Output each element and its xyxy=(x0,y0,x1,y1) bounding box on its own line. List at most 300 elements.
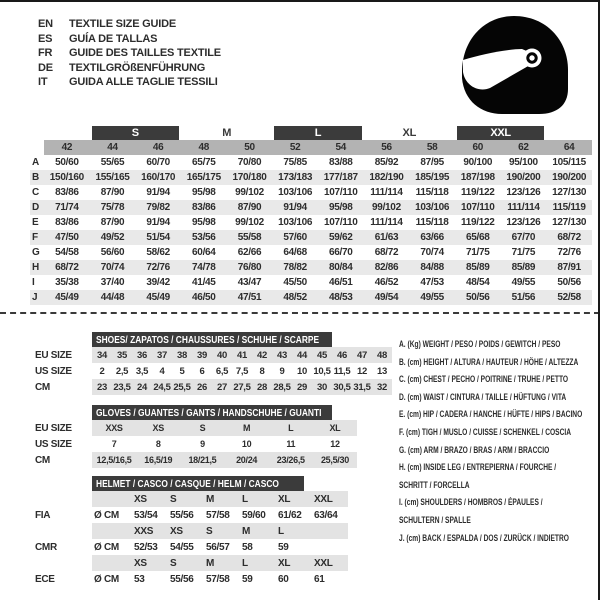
helmet-value-cell: 55/56 xyxy=(170,573,194,585)
language-label: TEXTILGRÖßENFÜHRUNG xyxy=(69,61,206,74)
language-label: GUIDA ALLE TAGLIE TESSILI xyxy=(69,76,218,89)
measure-cell: 44/48 xyxy=(90,290,136,305)
gloves-cell: 7 xyxy=(111,439,117,449)
legend-line: G. (cm) ARM / BRAZO / BRAS / ARM / BRACCIO xyxy=(399,444,550,456)
gloves-cell: 18/21,5 xyxy=(188,455,217,465)
shoes-row xyxy=(35,347,397,363)
measure-cell: 85/89 xyxy=(501,260,547,275)
measure-cell: 75/85 xyxy=(283,157,307,168)
language-code: DE xyxy=(38,61,53,74)
shoes-cell: 36 xyxy=(137,349,147,361)
measure-cell: 65/68 xyxy=(455,230,501,245)
size-group-boxed: L xyxy=(272,125,363,140)
measure-cell: 46/52 xyxy=(374,277,399,288)
size-header-cell: 46 xyxy=(135,140,181,155)
measure-cell: 111/114 xyxy=(370,187,403,198)
shoes-cell: 10,5 xyxy=(313,365,331,377)
measure-cell: 115/119 xyxy=(546,200,592,215)
shoes-cell: 45 xyxy=(317,349,327,361)
measure-cell: 107/110 xyxy=(324,217,358,228)
language-code: FR xyxy=(38,47,53,60)
language-row xyxy=(38,75,221,90)
shoes-cell: 13 xyxy=(377,365,387,377)
size-header-cell: 60 xyxy=(455,140,501,155)
shoes-cell: 32 xyxy=(377,381,387,393)
diameter-unit-label: Ø CM xyxy=(94,509,119,521)
measure-cell: 67/70 xyxy=(501,230,547,245)
measure-cell: 60/64 xyxy=(192,247,216,258)
size-header-cell: 44 xyxy=(90,140,136,155)
legend-line: B. (cm) HEIGHT / ALTURA / HAUTEUR / HÖHE / ALTEZZA xyxy=(399,356,579,368)
measure-cell: 187/198 xyxy=(455,170,501,185)
helmet-value-cell: 55/56 xyxy=(170,509,194,521)
measure-cell: 59/62 xyxy=(318,230,364,245)
measure-cell: 47/50 xyxy=(44,230,90,245)
size-header-cell: 52 xyxy=(272,140,318,155)
helmet-value-cell: 53 xyxy=(134,573,145,585)
gloves-cell: M xyxy=(243,423,251,433)
shoes-cell: 48 xyxy=(377,349,387,361)
measure-cell: 54/58 xyxy=(55,247,79,258)
measure-cell: 103/106 xyxy=(278,187,313,198)
measure-row xyxy=(30,155,592,170)
shoes-cell: 40 xyxy=(217,349,227,361)
measure-cell: 91/94 xyxy=(146,187,170,198)
helmet-size-cell: L xyxy=(278,525,284,537)
measure-cell: 47/53 xyxy=(420,277,444,288)
shoes-cell: 2,5 xyxy=(115,365,129,377)
gloves-cell: XS xyxy=(152,423,164,433)
measure-cell: 62/66 xyxy=(237,247,262,258)
measure-cell: 80/84 xyxy=(318,260,364,275)
diameter-unit-label: Ø CM xyxy=(94,541,119,553)
shoes-cell: 23 xyxy=(97,381,107,393)
shoes-cell: 44 xyxy=(297,349,307,361)
gloves-cell: 23/26,5 xyxy=(276,455,305,465)
shoes-cell: 8 xyxy=(259,365,265,377)
measure-cell: 48/52 xyxy=(272,290,318,305)
measure-cell: 115/118 xyxy=(415,217,449,228)
shoes-cell: 5 xyxy=(179,365,185,377)
measure-cell: 99/102 xyxy=(235,187,264,198)
measure-cell: 51/54 xyxy=(135,230,181,245)
measure-cell: 87/91 xyxy=(546,260,592,275)
measure-cell: 47/51 xyxy=(227,290,273,305)
shoes-cell: 46 xyxy=(337,349,347,361)
shoes-cell: 11,5 xyxy=(333,365,351,377)
shoes-cell: 47 xyxy=(357,349,367,361)
gloves-table xyxy=(35,405,397,468)
measure-cell: 68/72 xyxy=(44,260,90,275)
measure-cell: 64/68 xyxy=(283,247,307,258)
row-label: EU SIZE xyxy=(35,349,72,361)
measure-cell: 95/98 xyxy=(318,200,364,215)
gloves-row xyxy=(35,452,397,468)
shoes-cell: 30,5 xyxy=(333,381,351,393)
shoes-cell: 25,5 xyxy=(173,381,191,393)
measure-cell: 95/98 xyxy=(192,217,216,228)
legend-line: D. (cm) WAIST / CINTURA / TAILLE / HÜFTUNG / VITA xyxy=(399,391,567,403)
measure-cell: 72/76 xyxy=(557,247,581,258)
size-group xyxy=(30,125,90,140)
certification-label: FIA xyxy=(35,509,51,521)
shoes-title: SHOES/ ZAPATOS / CHAUSSURES / SCHUHE / SCARPE xyxy=(96,333,320,346)
gloves-title-bar xyxy=(92,405,332,420)
helmet-table xyxy=(35,476,397,587)
legend-line: E. (cm) HIP / CADERA / HANCHE / HÜFTE / HIPS / BACINO xyxy=(399,409,583,421)
measure-row-label: D xyxy=(30,200,44,215)
size-group: XL xyxy=(402,126,417,139)
measure-row xyxy=(30,215,592,230)
measure-cell: 50/60 xyxy=(55,157,79,168)
measure-cell: 45/49 xyxy=(135,290,181,305)
helmet-value-row xyxy=(35,539,397,555)
measure-row xyxy=(30,170,592,185)
shoes-cell: 26 xyxy=(197,381,207,393)
shoes-cell: 37 xyxy=(157,349,167,361)
size-header-cell: 56 xyxy=(364,140,410,155)
gloves-cell: 20/24 xyxy=(236,455,258,465)
measure-row-label: E xyxy=(32,217,39,228)
shoes-cell: 23,5 xyxy=(113,381,131,393)
language-code: EN xyxy=(38,18,53,31)
helmet-size-cell: XXL xyxy=(314,557,333,569)
helmet-size-row xyxy=(35,555,397,571)
measure-row-label: H xyxy=(30,260,44,275)
measure-row-label: B xyxy=(30,170,44,185)
row-label: CM xyxy=(35,454,50,466)
row-label: US SIZE xyxy=(35,365,72,377)
size-group xyxy=(546,125,592,140)
measure-cell: 71/75 xyxy=(511,247,536,258)
language-code: ES xyxy=(38,32,53,45)
size-header-cell: 50 xyxy=(227,140,273,155)
helmet-size-cell: L xyxy=(242,493,248,505)
gloves-row xyxy=(35,436,397,452)
measure-cell: 56/60 xyxy=(100,247,125,258)
measure-cell: 71/75 xyxy=(466,247,490,258)
helmet-value-cell: 52/53 xyxy=(134,541,158,553)
measure-cell: 165/175 xyxy=(181,170,227,185)
measure-row xyxy=(30,245,592,260)
helmet-value-row xyxy=(35,507,397,523)
language-list xyxy=(38,17,221,90)
measure-cell: 72/76 xyxy=(135,260,181,275)
size-header-row xyxy=(30,140,592,155)
measurement-legend xyxy=(399,334,592,545)
helmet-size-cell: S xyxy=(170,493,177,505)
helmet-size-cell: S xyxy=(170,557,177,569)
helmet-value-cell: 57/58 xyxy=(206,573,230,585)
measure-cell: 51/56 xyxy=(501,290,547,305)
size-header-cell: 54 xyxy=(318,140,364,155)
shoes-cell: 41 xyxy=(237,349,247,361)
measure-cell: 58/62 xyxy=(146,247,170,258)
size-header-cell: 58 xyxy=(409,140,455,155)
measure-cell: 99/102 xyxy=(364,200,410,215)
measure-row xyxy=(30,200,592,215)
measure-cell: 61/63 xyxy=(364,230,410,245)
gloves-cell: S xyxy=(199,423,206,433)
helmet-value-row xyxy=(35,571,397,587)
measure-cell: 49/55 xyxy=(409,290,455,305)
measure-cell: 65/75 xyxy=(192,157,216,168)
row-label: EU SIZE xyxy=(35,422,72,434)
shoes-cell: 3,5 xyxy=(135,365,149,377)
measure-cell: 119/122 xyxy=(461,217,495,228)
language-row xyxy=(38,32,221,47)
helmet-value-cell: 63/64 xyxy=(314,509,338,521)
measure-row xyxy=(30,185,592,200)
helmet-size-cell xyxy=(312,523,348,539)
measure-cell: 83/86 xyxy=(181,200,227,215)
shoes-cell: 43 xyxy=(277,349,287,361)
size-header-cell: 42 xyxy=(44,140,90,155)
shoes-row xyxy=(35,363,397,379)
measure-cell: 127/130 xyxy=(552,217,587,228)
shoes-cell: 29 xyxy=(297,381,307,393)
helmet-size-cell: XS xyxy=(134,493,147,505)
measure-cell: 95/98 xyxy=(192,187,216,198)
language-row xyxy=(38,61,221,76)
gloves-cell: 12,5/16,5 xyxy=(96,455,132,465)
measure-cell: 84/88 xyxy=(409,260,455,275)
helmet-value-cell: 61 xyxy=(314,573,325,585)
measure-cell: 115/118 xyxy=(415,187,449,198)
shoes-table xyxy=(35,332,397,395)
measure-cell: 55/65 xyxy=(100,157,125,168)
measure-cell: 39/42 xyxy=(146,277,170,288)
measure-cell: 83/88 xyxy=(329,157,353,168)
measure-cell: 87/95 xyxy=(420,157,444,168)
measure-cell: 105/115 xyxy=(552,157,586,168)
gloves-title: GLOVES / GUANTES / GANTS / HANDSCHUHE / GUANTI xyxy=(96,406,322,419)
measure-cell: 87/90 xyxy=(100,217,125,228)
gloves-cell: 16,5/19 xyxy=(144,455,173,465)
measure-cell: 50/56 xyxy=(557,277,581,288)
shoes-cell: 34 xyxy=(97,349,107,361)
measure-cell: 60/70 xyxy=(146,157,170,168)
size-header-cell: 64 xyxy=(546,140,592,155)
measure-cell: 63/66 xyxy=(409,230,455,245)
measure-cell: 85/92 xyxy=(374,157,399,168)
measure-cell: 70/80 xyxy=(237,157,262,168)
size-group-boxed: S xyxy=(90,125,181,140)
shoes-cell: 30 xyxy=(317,381,327,393)
main-size-table xyxy=(30,125,592,305)
measure-cell: 107/110 xyxy=(324,187,358,198)
measure-cell: 76/80 xyxy=(227,260,273,275)
measure-row xyxy=(30,260,592,275)
measure-cell: 190/200 xyxy=(546,170,592,185)
shoes-cell: 28,5 xyxy=(273,381,291,393)
helmet-size-cell: L xyxy=(242,557,248,569)
measure-cell: 95/100 xyxy=(509,157,538,168)
legend-line: J. (cm) BACK / ESPALDA / DOS / ZURÜCK / INDIETRO xyxy=(399,532,569,544)
language-label: TEXTILE SIZE GUIDE xyxy=(69,18,177,31)
measure-cell: 49/52 xyxy=(90,230,136,245)
measure-cell: 41/45 xyxy=(192,277,216,288)
helmet-size-cell: XL xyxy=(278,557,291,569)
helmet-value-cell: 58 xyxy=(242,541,253,553)
measure-row xyxy=(30,290,592,305)
measure-cell: 85/89 xyxy=(455,260,501,275)
certification-label: CMR xyxy=(35,541,57,553)
helmet-value-cell: 59 xyxy=(242,573,253,585)
measure-cell: 83/86 xyxy=(55,217,79,228)
dashed-divider xyxy=(0,312,600,314)
size-group: M xyxy=(222,126,232,139)
measure-row-label: A xyxy=(32,157,39,168)
shoes-cell: 7,5 xyxy=(235,365,249,377)
helmet-size-row xyxy=(35,491,397,507)
helmet-title-bar xyxy=(92,476,304,491)
gloves-cell: 11 xyxy=(286,439,296,449)
measure-cell: 78/82 xyxy=(272,260,318,275)
legend-line: SCHULTERN / SPALLE xyxy=(399,514,471,526)
measure-cell: 127/130 xyxy=(552,187,587,198)
measure-cell: 55/58 xyxy=(227,230,273,245)
helmet-size-cell: XL xyxy=(278,493,291,505)
measure-cell: 103/106 xyxy=(278,217,313,228)
gloves-cell: 10 xyxy=(241,439,252,449)
measure-cell: 43/47 xyxy=(237,277,262,288)
language-label: GUIDE DES TAILLES TEXTILE xyxy=(69,47,221,60)
shoes-cell: 24,5 xyxy=(153,381,171,393)
size-group-row xyxy=(30,125,592,140)
helmet-value-cell: 59 xyxy=(278,541,289,553)
measure-cell: 173/183 xyxy=(272,170,318,185)
measure-cell: 82/86 xyxy=(364,260,410,275)
shoes-cell: 6 xyxy=(199,365,205,377)
shoes-cell: 4 xyxy=(159,365,165,377)
language-label: GUÍA DE TALLAS xyxy=(69,32,158,45)
measure-row xyxy=(30,230,592,245)
shoes-cell: 24 xyxy=(137,381,147,393)
helmet-size-cell: XS xyxy=(134,557,147,569)
size-header-cell: 62 xyxy=(501,140,547,155)
measure-cell: 185/195 xyxy=(409,170,455,185)
helmet-value-cell xyxy=(312,539,348,555)
legend-line: A. (Kg) WEIGHT / PESO / POIDS / GEWITCH / PESO xyxy=(399,339,561,350)
measure-cell: 90/100 xyxy=(463,157,493,168)
helmet-value-cell: 56/57 xyxy=(206,541,230,553)
measure-cell: 79/82 xyxy=(135,200,181,215)
gloves-cell: 8 xyxy=(155,439,161,449)
measure-cell: 46/50 xyxy=(181,290,227,305)
measure-cell: 66/70 xyxy=(329,247,353,258)
helmet-size-cell: M xyxy=(206,493,215,505)
measure-cell: 160/170 xyxy=(135,170,181,185)
size-header-cell: 48 xyxy=(181,140,227,155)
gloves-cell: XXS xyxy=(105,423,123,433)
legend-line: I. (cm) SHOULDERS / HOMBROS / ÉPAULES / xyxy=(399,497,543,509)
legend-line: SCHRITT / FORCELLA xyxy=(399,479,470,491)
measure-cell: 182/190 xyxy=(364,170,410,185)
measure-row-label: G xyxy=(32,247,40,258)
gloves-cell: XL xyxy=(329,423,341,433)
shoes-cell: 27 xyxy=(217,381,227,393)
helmet-value-cell: 60 xyxy=(278,573,289,585)
measure-cell: 87/90 xyxy=(227,200,273,215)
measure-cell: 190/200 xyxy=(501,170,547,185)
language-row xyxy=(38,46,221,61)
measure-row-label: I xyxy=(32,277,35,288)
measure-cell: 68/72 xyxy=(374,247,399,258)
measure-cell: 99/102 xyxy=(235,217,264,228)
helmet-value-cell: 53/54 xyxy=(134,509,158,521)
measure-cell: 119/122 xyxy=(461,187,495,198)
size-group-boxed: XXL xyxy=(455,125,546,140)
measure-cell: 111/114 xyxy=(370,217,403,228)
measure-row-label: J xyxy=(30,290,44,305)
helmet-size-cell: XXL xyxy=(314,493,333,505)
row-label: US SIZE xyxy=(35,438,72,450)
helmet-icon xyxy=(452,14,578,117)
helmet-title: HELMET / CASCO / CASQUE / HELM / CASCO xyxy=(96,477,279,490)
measure-cell: 49/54 xyxy=(364,290,410,305)
measure-cell: 70/74 xyxy=(90,260,136,275)
measure-cell: 46/51 xyxy=(329,277,353,288)
legend-line: H. (cm) INSIDE LEG / ENTREPIERNA / FOURCHE / xyxy=(399,462,557,474)
gloves-row xyxy=(35,420,397,436)
measure-cell: 45/49 xyxy=(44,290,90,305)
helmet-value-cell: 59/60 xyxy=(242,509,266,521)
shoes-cell: 12 xyxy=(357,365,367,377)
helmet-size-row xyxy=(35,523,397,539)
helmet-size-cell: XXS xyxy=(134,525,154,537)
shoes-cell: 6,5 xyxy=(215,365,229,377)
measure-cell: 74/78 xyxy=(181,260,227,275)
measure-cell: 68/72 xyxy=(546,230,592,245)
measure-row xyxy=(30,275,592,290)
helmet-value-cell: 54/55 xyxy=(170,541,194,553)
language-code: IT xyxy=(38,76,48,89)
measure-cell: 150/160 xyxy=(44,170,90,185)
measure-cell: 87/90 xyxy=(100,187,125,198)
shoes-cell: 35 xyxy=(117,349,127,361)
measure-row-label: C xyxy=(32,187,39,198)
measure-cell: 37/40 xyxy=(100,277,125,288)
helmet-size-cell: M xyxy=(242,525,251,537)
legend-line: C. (cm) CHEST / PECHO / POITRINE / TRUHE / PETTO xyxy=(399,374,569,386)
measure-cell: 71/74 xyxy=(44,200,90,215)
helmet-size-cell: M xyxy=(206,557,215,569)
measure-cell: 52/58 xyxy=(546,290,592,305)
certification-label: ECE xyxy=(35,573,55,585)
measure-cell: 155/165 xyxy=(90,170,136,185)
legend-line: F. (cm) TIGH / MUSLO / CUISSE / SCHENKEL / COSCIA xyxy=(399,426,572,438)
measure-cell: 49/55 xyxy=(511,277,536,288)
shoes-cell: 38 xyxy=(177,349,187,361)
shoes-title-bar xyxy=(92,332,332,347)
measure-cell: 70/74 xyxy=(420,247,444,258)
measure-cell: 170/180 xyxy=(227,170,273,185)
measure-cell: 48/53 xyxy=(318,290,364,305)
measure-cell: 91/94 xyxy=(272,200,318,215)
measure-cell: 111/114 xyxy=(501,200,547,215)
shoes-cell: 9 xyxy=(279,365,285,377)
measure-cell: 50/56 xyxy=(455,290,501,305)
helmet-value-cell: 57/58 xyxy=(206,509,230,521)
measure-cell: 35/38 xyxy=(55,277,79,288)
measure-cell: 123/126 xyxy=(506,217,541,228)
row-label: CM xyxy=(35,381,50,393)
shoes-row xyxy=(35,379,397,395)
language-row xyxy=(38,17,221,32)
gloves-cell: 25,5/30 xyxy=(320,455,349,465)
measure-cell: 53/56 xyxy=(181,230,227,245)
